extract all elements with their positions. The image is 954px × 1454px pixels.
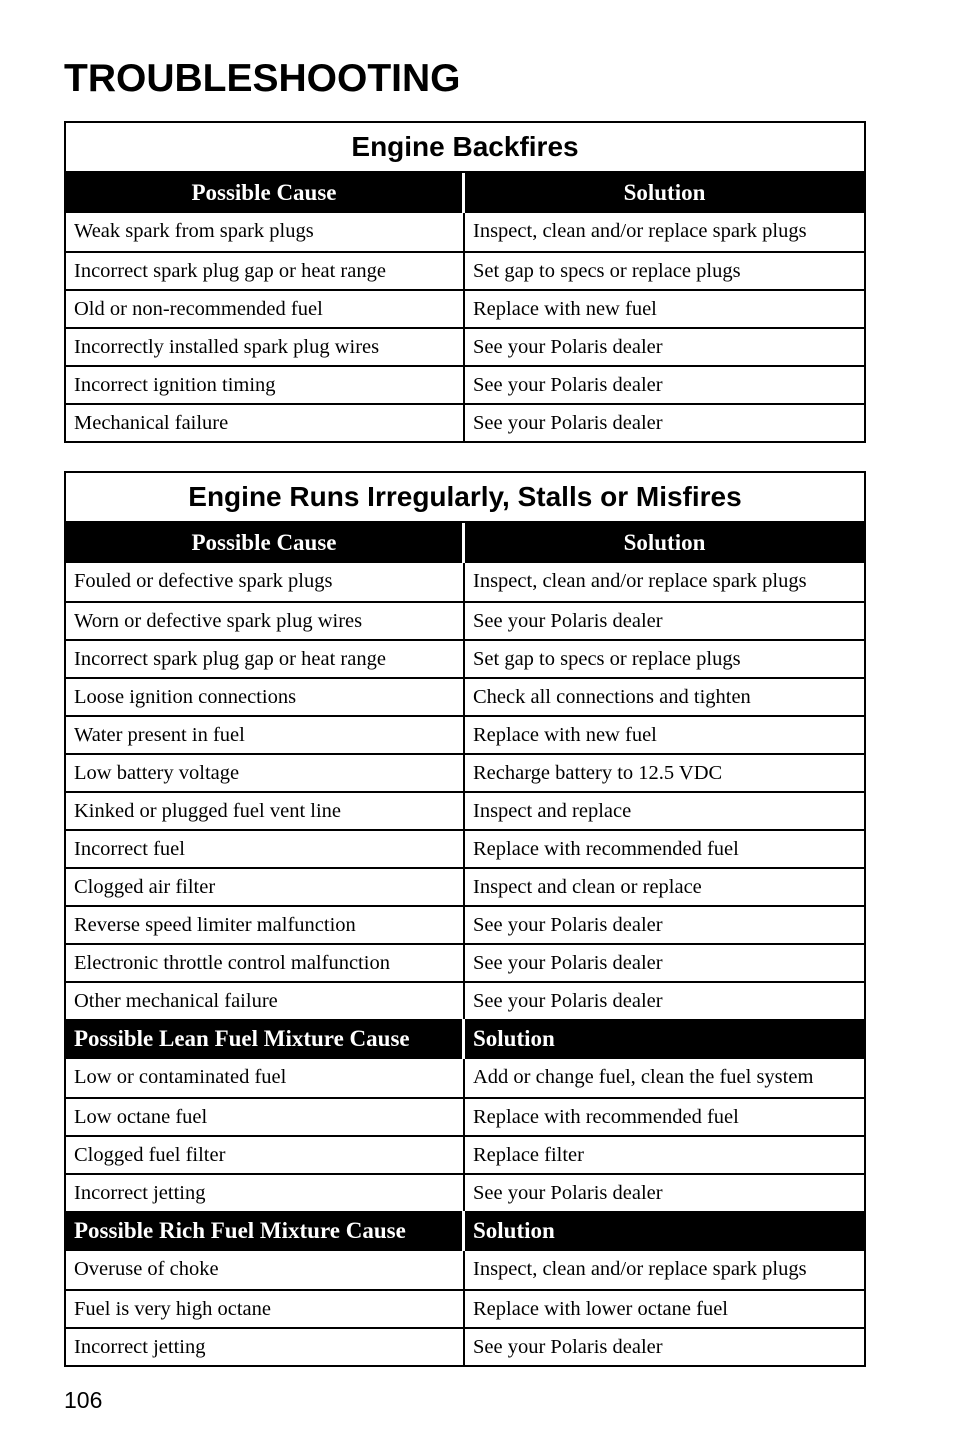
solution-cell: Replace with recommended fuel	[473, 1106, 739, 1128]
solution-cell: See your Polaris dealer	[473, 1182, 663, 1204]
table-row	[66, 1251, 864, 1289]
lean-mixture-header-row	[66, 1019, 864, 1059]
table-row	[66, 365, 864, 403]
solution-cell: Recharge battery to 12.5 VDC	[473, 762, 723, 784]
solution-cell: See your Polaris dealer	[473, 610, 663, 632]
solution-cell: Inspect, clean and/or replace spark plugs	[473, 220, 807, 242]
solution-cell: See your Polaris dealer	[473, 412, 663, 434]
cause-cell: Incorrect jetting	[66, 1175, 465, 1211]
solution-cell: See your Polaris dealer	[473, 990, 663, 1012]
cause-cell: Fouled or defective spark plugs	[66, 563, 465, 601]
table-row	[66, 327, 864, 365]
table-title: Engine Runs Irregularly, Stalls or Misfires	[66, 473, 864, 523]
cause-cell: Water present in fuel	[66, 717, 465, 753]
table-row	[66, 943, 864, 981]
table-row	[66, 213, 864, 251]
table-row	[66, 403, 864, 441]
solution-cell: Set gap to specs or replace plugs	[473, 648, 741, 670]
table-row	[66, 1059, 864, 1097]
cause-cell: Low battery voltage	[66, 755, 465, 791]
solution-cell: See your Polaris dealer	[473, 1336, 663, 1358]
solution-cell: Replace with recommended fuel	[473, 838, 739, 860]
cause-cell: Clogged fuel filter	[66, 1137, 465, 1173]
table-row	[66, 981, 864, 1019]
cause-cell: Overuse of choke	[66, 1251, 465, 1289]
rich-mixture-header-row	[66, 1211, 864, 1251]
cause-cell: Mechanical failure	[66, 405, 465, 441]
solution-cell: See your Polaris dealer	[473, 952, 663, 974]
table-row	[66, 1135, 864, 1173]
cause-cell: Clogged air filter	[66, 869, 465, 905]
header-solution: Solution	[623, 530, 706, 555]
table-row	[66, 715, 864, 753]
solution-cell: Inspect and replace	[473, 800, 632, 822]
header-solution: Solution	[473, 1026, 555, 1051]
page-title: TROUBLESHOOTING	[64, 57, 461, 100]
table-header-row	[66, 523, 864, 563]
solution-cell: Replace with new fuel	[473, 724, 657, 746]
table-row	[66, 1173, 864, 1211]
cause-cell: Other mechanical failure	[66, 983, 465, 1019]
table-row	[66, 563, 864, 601]
cause-cell: Weak spark from spark plugs	[66, 213, 465, 251]
table-row	[66, 1097, 864, 1135]
solution-cell: Replace filter	[473, 1144, 584, 1166]
cause-cell: Kinked or plugged fuel vent line	[66, 793, 465, 829]
cause-cell: Loose ignition connections	[66, 679, 465, 715]
solution-cell: Replace with new fuel	[473, 298, 657, 320]
table-row	[66, 753, 864, 791]
solution-cell: See your Polaris dealer	[473, 374, 663, 396]
table-row	[66, 867, 864, 905]
cause-cell: Incorrectly installed spark plug wires	[66, 329, 465, 365]
table-row	[66, 905, 864, 943]
header-solution: Solution	[473, 1218, 555, 1243]
solution-cell: Check all connections and tighten	[473, 686, 751, 708]
cause-cell: Incorrect spark plug gap or heat range	[66, 641, 465, 677]
header-possible-cause: Possible Cause	[66, 173, 465, 213]
solution-cell: See your Polaris dealer	[473, 336, 663, 358]
cause-cell: Electronic throttle control malfunction	[66, 945, 465, 981]
cause-cell: Worn or defective spark plug wires	[66, 603, 465, 639]
solution-cell: Add or change fuel, clean the fuel system	[473, 1066, 814, 1088]
cause-cell: Old or non-recommended fuel	[66, 291, 465, 327]
solution-cell: Replace with lower octane fuel	[473, 1298, 728, 1320]
solution-cell: Inspect, clean and/or replace spark plugs	[473, 1258, 807, 1280]
cause-cell: Low or contaminated fuel	[66, 1059, 465, 1097]
engine-backfires-table	[64, 121, 866, 443]
solution-cell: Inspect, clean and/or replace spark plugs	[473, 570, 807, 592]
solution-cell: Set gap to specs or replace plugs	[473, 260, 741, 282]
cause-cell: Low octane fuel	[66, 1099, 465, 1135]
header-possible-cause: Possible Cause	[66, 523, 465, 563]
cause-cell: Incorrect fuel	[66, 831, 465, 867]
table-row	[66, 289, 864, 327]
table-row	[66, 601, 864, 639]
header-solution: Solution	[623, 180, 706, 205]
table-row	[66, 677, 864, 715]
cause-cell: Incorrect jetting	[66, 1329, 465, 1365]
header-rich-cause: Possible Rich Fuel Mixture Cause	[66, 1211, 465, 1251]
table-row	[66, 791, 864, 829]
cause-cell: Incorrect ignition timing	[66, 367, 465, 403]
table-row	[66, 639, 864, 677]
table-row	[66, 829, 864, 867]
header-lean-cause: Possible Lean Fuel Mixture Cause	[66, 1019, 465, 1059]
table-row	[66, 1289, 864, 1327]
solution-cell: See your Polaris dealer	[473, 914, 663, 936]
solution-cell: Inspect and clean or replace	[473, 876, 702, 898]
table-row	[66, 251, 864, 289]
page-number: 106	[64, 1387, 103, 1413]
cause-cell: Incorrect spark plug gap or heat range	[66, 253, 465, 289]
cause-cell: Fuel is very high octane	[66, 1291, 465, 1327]
table-row	[66, 1327, 864, 1365]
table-title: Engine Backfires	[66, 123, 864, 173]
cause-cell: Reverse speed limiter malfunction	[66, 907, 465, 943]
engine-runs-irregularly-table	[64, 471, 866, 1367]
table-header-row	[66, 173, 864, 213]
